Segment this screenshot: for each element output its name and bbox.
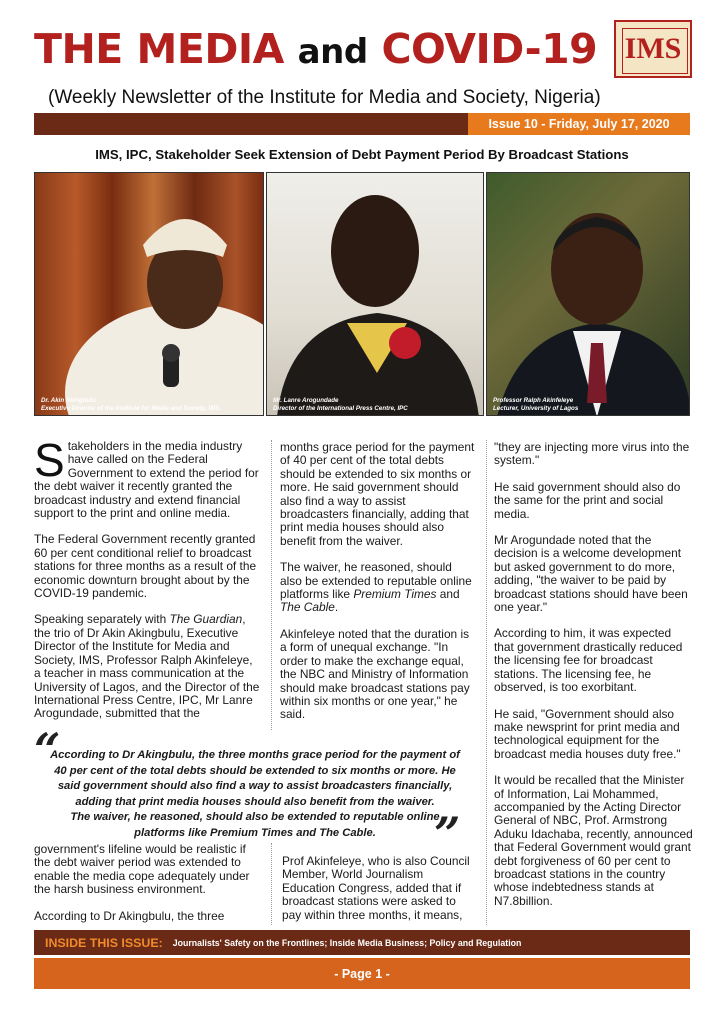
close-quote-icon: ” [434,807,461,861]
paragraph: The Federal Government recently granted 60 per cent conditional relief to broadcast stations for three months as a result of the economic downturn brought about by the COVID-19 pandemic. [34,532,257,601]
paragraph: Stakeholders in the media industry have called on the Federal Government to extend the period for the debt waiver it recently granted the broadcast industry and extend financial support to the print and online media. [34,434,259,521]
ims-logo [614,20,692,78]
drop-cap: S [34,434,65,486]
article-column-2-continued [282,855,478,935]
portrait-illustration [35,173,264,416]
article-column-1 [34,434,262,734]
paragraph: Akinfeleye noted that the duration is a form of unequal exchange. "In order to make the exchange equal, the NBC and Ministry of Information should make broadcast stations pay within six months or one year," he said. [280,626,470,722]
photo-caption: Dr. Akin Akingbulu Executive Director of the Institute for Media and Society, IMS [41,397,220,412]
page-number: - Page 1 - [34,958,690,989]
open-quote-icon: “ [34,723,61,777]
newsletter-title [34,26,614,75]
title-part1: THE MEDIA [34,25,284,73]
paragraph: Prof Akinfeleye, who is also Council Member, World Journalism Education Congress, added that if broadcast stations were asked to pay within three months, it means, [282,854,470,922]
paragraph: The waiver, he reasoned, should also be extended to reputable online platforms like Premium Times and The Cable. [280,560,472,615]
portrait-illustration [487,173,690,416]
article-column-2 [280,441,476,735]
paragraph: "they are injecting more virus into the system." [494,440,690,468]
newsletter-subtitle: (Weekly Newsletter of the Institute for Media and Society, Nigeria) [48,87,601,108]
paragraph: months grace period for the payment of 40 per cent of the total debts should be extended to six months or more. He said government should also find a way to assist broadcasters financially, adding that print media houses should also benefit from the waiver. [280,440,475,548]
photo-akinfeleye [486,172,690,416]
photo-arogundade [266,172,484,416]
paragraph: Speaking separately with The Guardian, the trio of Dr Akin Akingbulu, Executive Director of the Institute for Media and Society, IMS, Professor Ralph Akinfeleye, a teacher in mass communication at the University of Lagos, and the Director of the International Press Centre, IPC, Mr Lanre Arogundade, submitted that the [34,612,260,721]
paragraph: It would be recalled that the Minister of Information, Lai Mohammed, accompanied by the Acting Director General of NBC, Prof. Armstrong Aduku Idachaba, recently, announced that Federal Government would grant debt forgiveness of 60 per cent to broadcast stations in the country whose indebtedness stands at N7.8billion. [494,773,693,908]
logo-text: IMS [624,32,682,65]
issue-bar [34,113,690,135]
portrait-illustration [267,173,484,416]
photo-akingbulu [34,172,264,416]
article-headline: IMS, IPC, Stakeholder Seek Extension of Debt Payment Period By Broadcast Stations [95,147,629,162]
paragraph: He said, "Government should also make newsprint for print media and technological equipment for the broadcast media houses duty free." [494,706,681,761]
masthead [34,26,614,75]
paragraph: According to him, it was expected that government drastically reduced the licensing fee for broadcast stations. The licensing fee, he observed, is too exorbitant. [494,626,683,695]
paragraph: He said government should also do the same for the print and social media. [494,479,681,521]
issue-date: Issue 10 - Friday, July 17, 2020 [468,113,690,135]
photo-caption: Mr. Lanre Arogundade Director of the International Press Centre, IPC [273,397,408,412]
paragraph: According to Dr Akingbulu, the three [34,908,225,923]
photo-caption: Professor Ralph Akinfeleye Lecturer, University of Lagos [493,397,579,412]
paragraph: Mr Arogundade noted that the decision is a welcome development but asked government to do more, adding, "the waiver to be paid by broadcast stations should have been one year." [494,533,688,615]
column-divider [271,843,272,925]
title-and: and [297,32,368,72]
paragraph: government's lifeline would be realistic if the debt waiver period was extended to enable the media cope adequately under the harsh business environment. [34,842,250,897]
article-column-1-continued [34,843,262,936]
inside-topics: Journalists' Safety on the Frontlines; Inside Media Business; Policy and Regulation [172,937,522,948]
column-divider [486,440,487,925]
pull-quote: According to Dr Akingbulu, the three months grace period for the payment of 40 per cent of the total debts should be extended to six months or more. He said government should also find a way to assist broadcasters financially, adding that print media houses should also benefit from the waiver. The waiver, he reasoned, should also be extended to reputable online platforms like Premium Times and The Cable. [50,749,460,839]
title-part2: COVID-19 [381,25,598,73]
inside-this-issue-bar [34,930,690,955]
article-column-3 [494,441,694,921]
inside-label: INSIDE THIS ISSUE: [45,935,163,950]
column-divider [271,440,272,730]
